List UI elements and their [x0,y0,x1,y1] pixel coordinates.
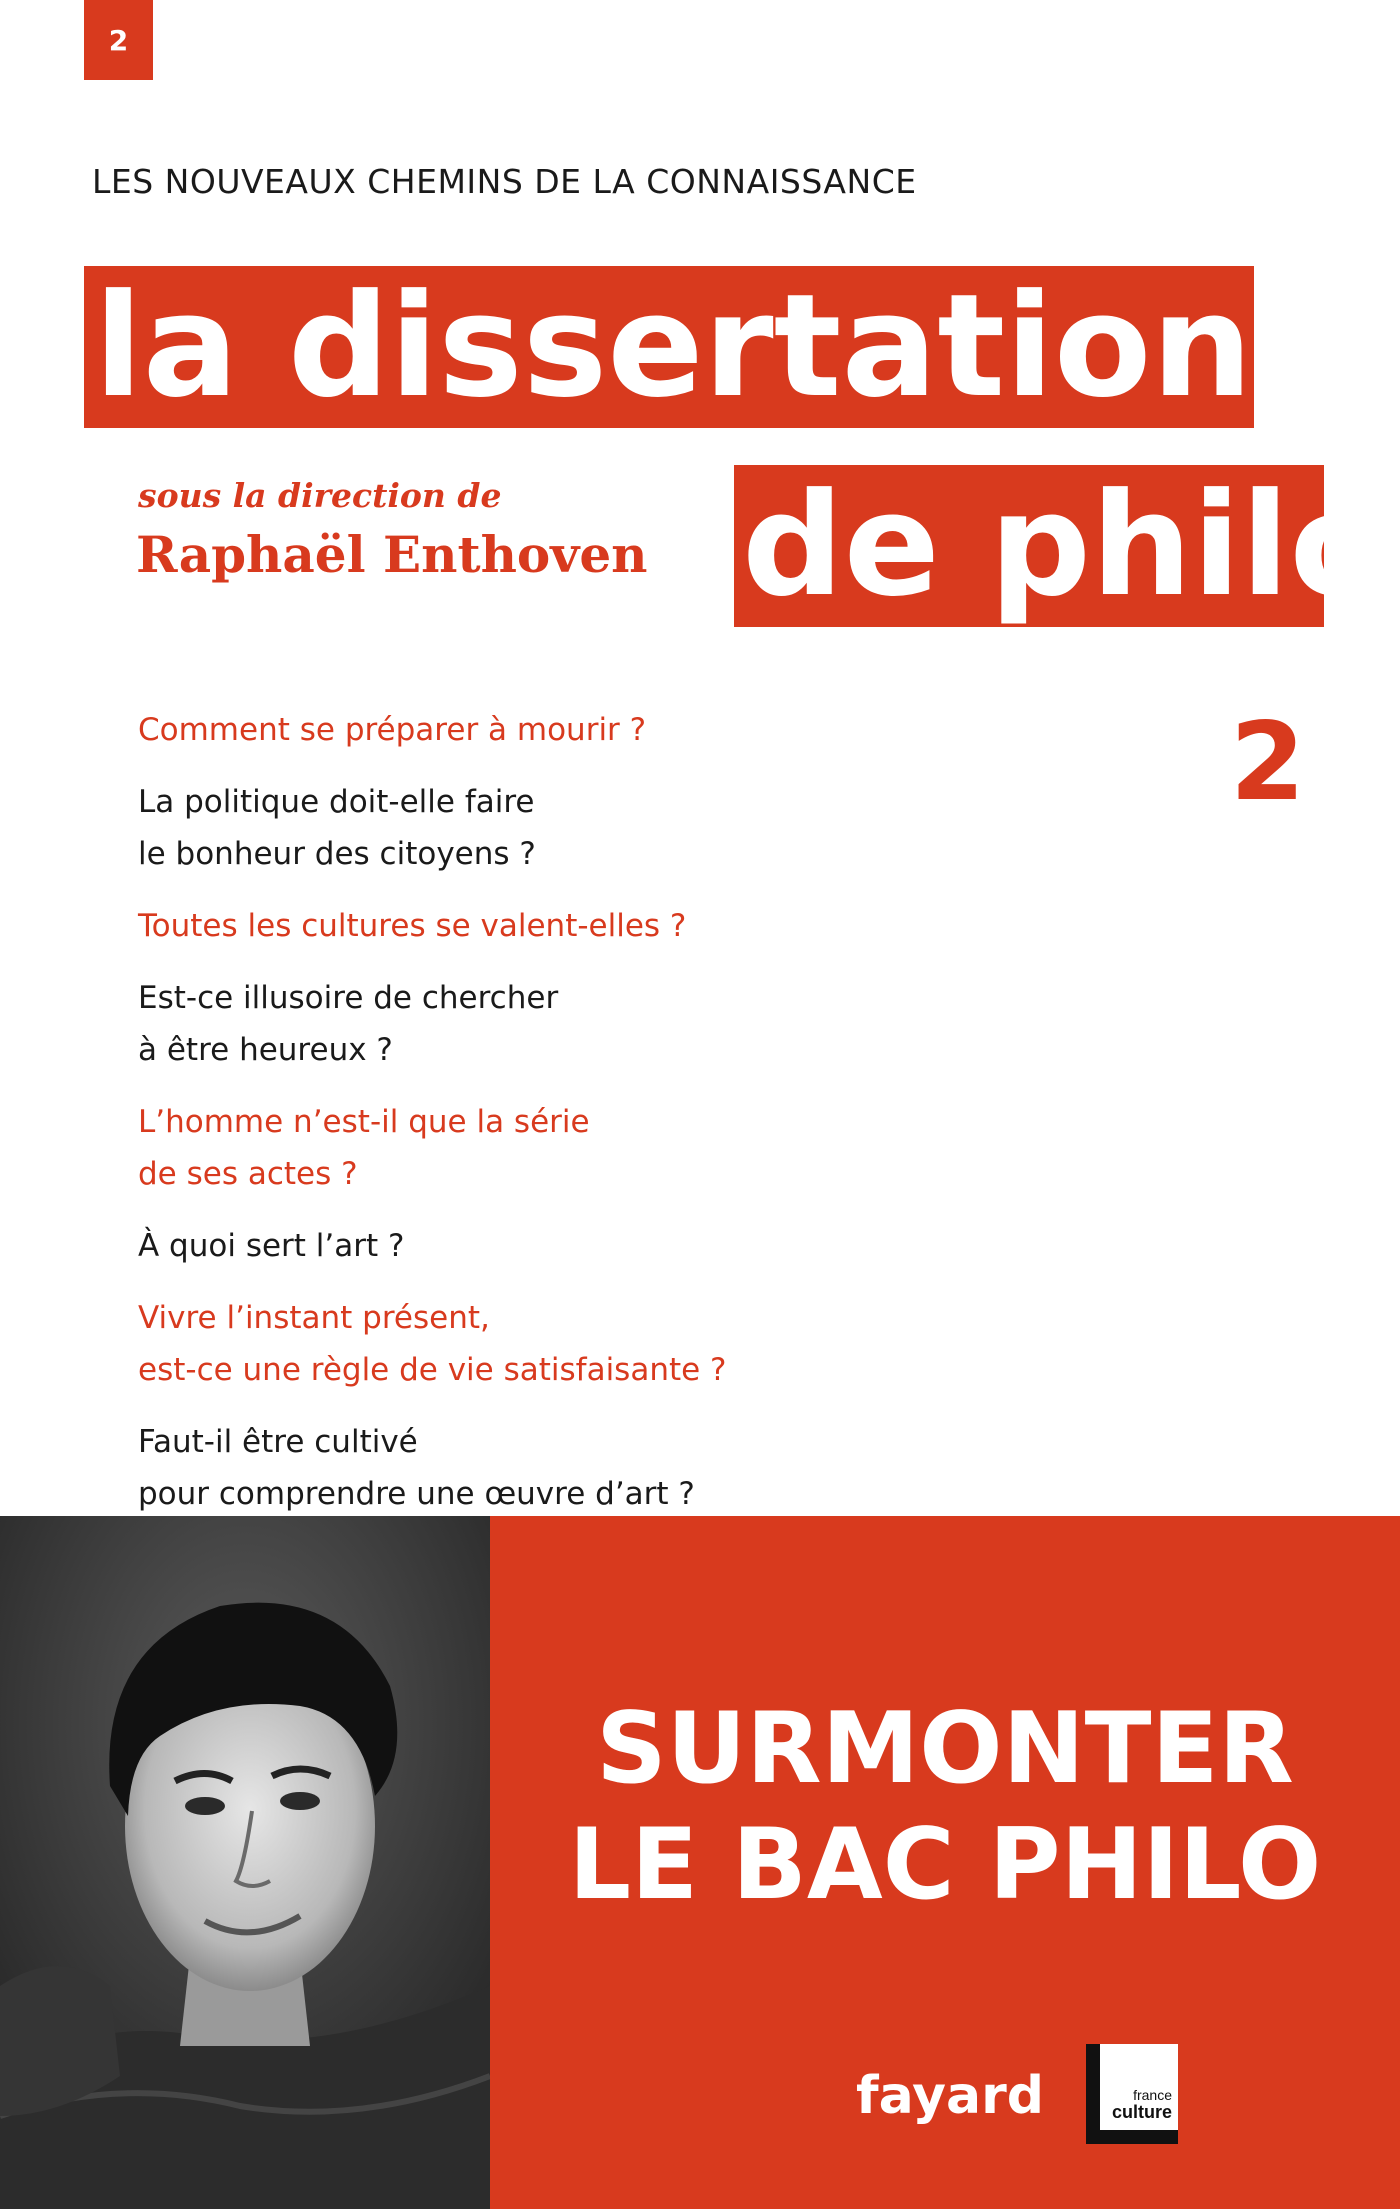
volume-tag: 2 [84,0,153,80]
topic-item [138,1416,898,1520]
topic-line: La politique doit-elle faire [138,784,535,820]
director-name: Raphaël Enthoven [136,525,648,584]
title-line-2-text: de philo [742,463,1388,628]
topic-line: le bonheur des citoyens ? [138,836,536,872]
topic-line: Faut-il être cultivé [138,1424,418,1460]
france-culture-logo [1086,2044,1178,2144]
author-photo [0,1516,490,2209]
france-culture-icon [1086,2044,1178,2144]
title-line-1 [84,266,1254,428]
tagline-line-2: LE BAC PHILO [568,1808,1322,1922]
topic-item [138,1292,898,1396]
title-line-2 [734,463,1388,628]
topic-line: Est-ce illusoire de chercher [138,980,559,1016]
tagline-line-1: SURMONTER [596,1692,1294,1806]
title-line-1-text: la dissertation [94,264,1253,429]
topic-item [138,1220,898,1272]
topic-line: est-ce une règle de vie satisfaisante ? [138,1352,727,1388]
topic-line: Toutes les cultures se valent-elles ? [138,908,687,944]
topic-item [138,1096,898,1200]
series-title: LES NOUVEAUX CHEMINS DE LA CONNAISSANCE [92,162,917,201]
direction-label: sous la direction de [138,476,502,515]
svg-text:france: france [1133,2087,1172,2103]
topic-line: L’homme n’est-il que la série [138,1104,590,1140]
publisher-logo: fayard [856,2066,1044,2126]
volume-number: 2 [1230,700,1306,825]
topic-list [138,704,898,1540]
topic-item [138,900,898,952]
topic-line: de ses actes ? [138,1156,358,1192]
topic-item [138,972,898,1076]
topic-line: À quoi sert l’art ? [138,1228,405,1264]
topic-line: Comment se préparer à mourir ? [138,712,647,748]
topic-item [138,704,898,756]
topic-line: à être heureux ? [138,1032,393,1068]
svg-text:culture: culture [1111,2102,1172,2122]
topic-item [138,776,898,880]
portrait-illustration [0,1516,490,2209]
topic-line: Vivre l’instant présent, [138,1300,490,1336]
topic-line: pour comprendre une œuvre d’art ? [138,1476,695,1512]
